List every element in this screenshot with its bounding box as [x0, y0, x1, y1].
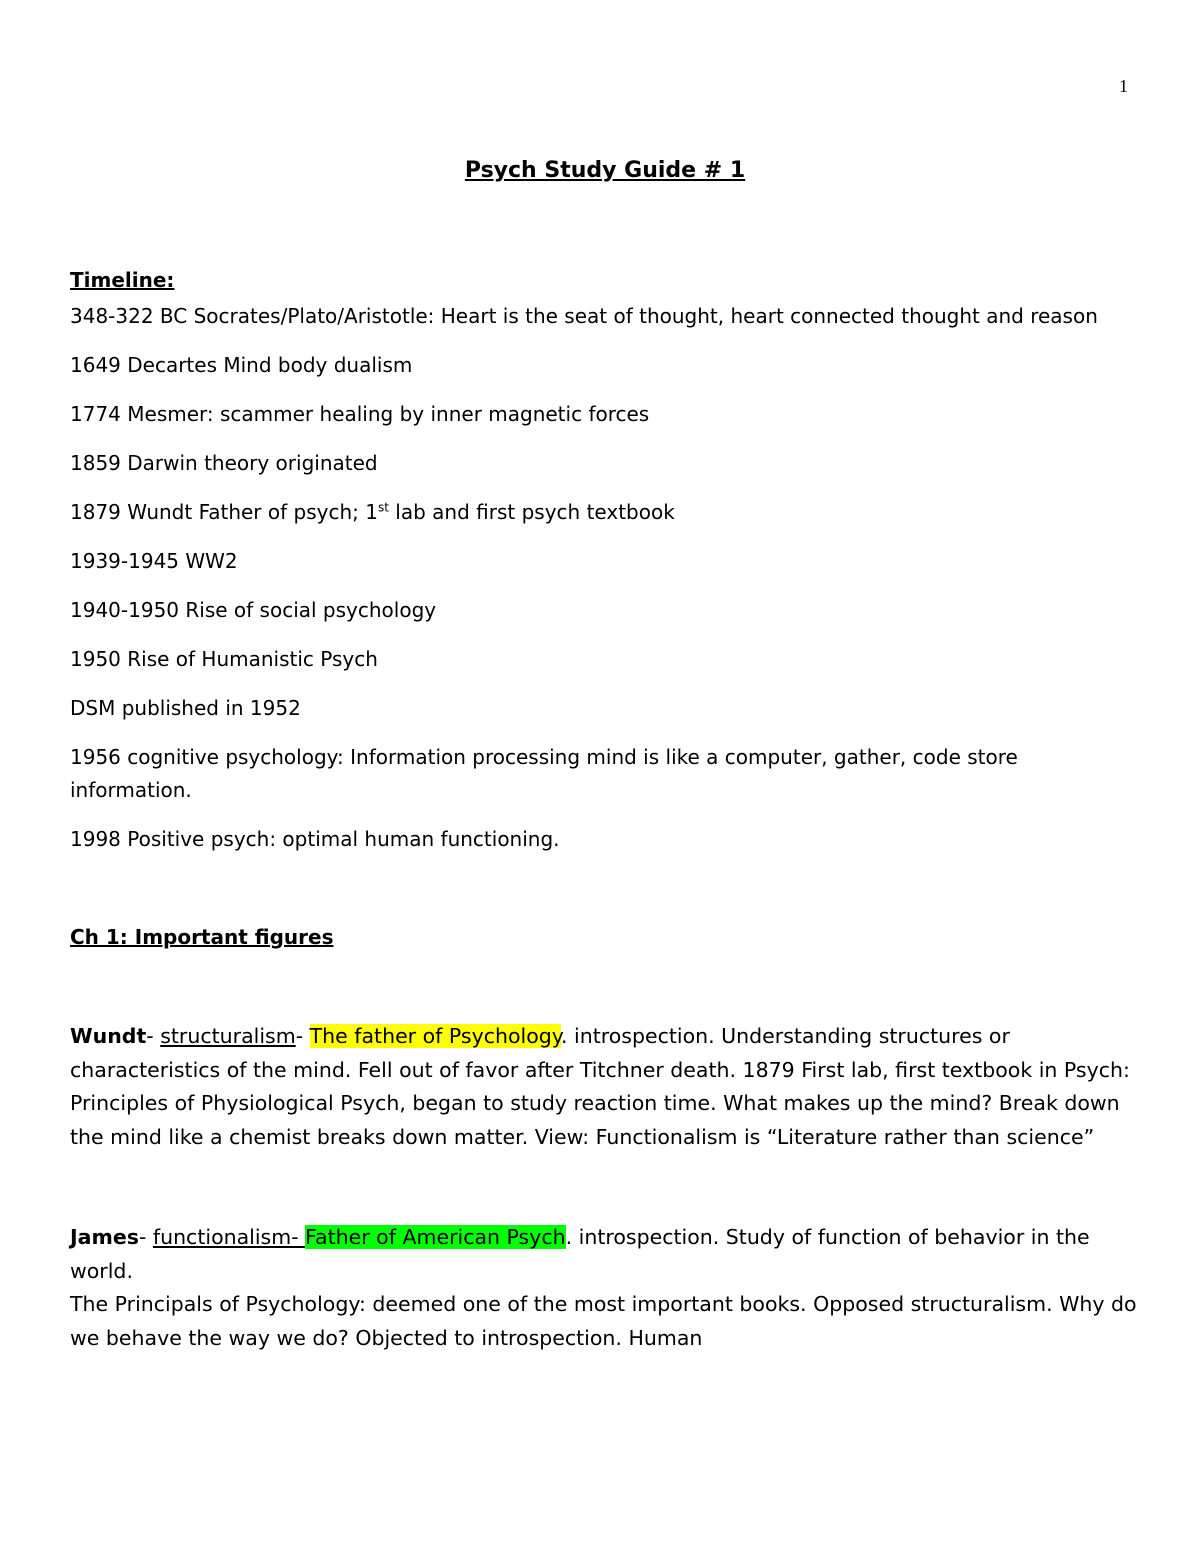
timeline-entry: 1956 cognitive psychology: Information processing mind is like a computer, gather, code store information.: [70, 745, 1018, 802]
highlighted-text: The father of Psychology: [309, 1024, 561, 1048]
document-title: Psych Study Guide # 1: [464, 158, 746, 183]
highlighted-text: Father of American Psych: [305, 1225, 566, 1249]
timeline-entry-text: lab and first psych textbook: [388, 500, 675, 524]
timeline-entry: 348-322 BC Socrates/Plato/Aristotle: Heart is the seat of thought, heart connected thought and reason: [70, 304, 1098, 328]
timeline-entry: 1940-1950 Rise of social psychology: [70, 598, 437, 622]
timeline-list: [70, 300, 1140, 856]
timeline-heading: Timeline:: [70, 268, 175, 292]
figure-description: . introspection. Understanding structures or characteristics of the mind. Fell out of favor after Titchner death. 1879 First lab, first textbook in Psych: Principles of Physiological Psych, began to study reaction time. What makes up the mind? Break down the mind like a chemist breaks down matter. View: Functionalism is “Literature rather than science”: [70, 1024, 1130, 1149]
document-body: [70, 158, 1140, 1355]
separator: -: [295, 1024, 310, 1048]
timeline-entry: 1939-1945 WW2: [70, 549, 238, 573]
figure-name: Wundt: [70, 1024, 147, 1048]
timeline-entry: [70, 496, 1140, 529]
figure-description: The Principals of Psychology: deemed one of the most important books. Opposed structuralism. Why do we behave the way we do? Objected to introspection. Human: [70, 1292, 1137, 1350]
figures-heading: Ch 1: Important figures: [70, 925, 334, 949]
timeline-entry-text: 1879 Wundt Father of psych; 1: [70, 500, 378, 524]
timeline-entry: 1774 Mesmer: scammer healing by inner magnetic forces: [70, 402, 650, 426]
separator: -: [146, 1024, 161, 1048]
figure-school: structuralism: [160, 1024, 296, 1048]
figure-james: [70, 1221, 1140, 1355]
timeline-entry: 1950 Rise of Humanistic Psych: [70, 647, 378, 671]
timeline-entry: 1998 Positive psych: optimal human functioning.: [70, 827, 560, 851]
separator: -: [138, 1225, 153, 1249]
timeline-entry: 1859 Darwin theory originated: [70, 451, 378, 475]
timeline-entry: 1649 Decartes Mind body dualism: [70, 353, 413, 377]
page-number: 1: [1119, 76, 1128, 96]
timeline-entry: DSM published in 1952: [70, 696, 301, 720]
figure-name: James: [70, 1225, 139, 1249]
figure-school: functionalism-: [152, 1225, 306, 1249]
ordinal-suffix: st: [377, 500, 389, 515]
figure-wundt: [70, 1020, 1140, 1154]
figure-description: . introspection. Study of function of behavior in the world.: [70, 1225, 1090, 1283]
